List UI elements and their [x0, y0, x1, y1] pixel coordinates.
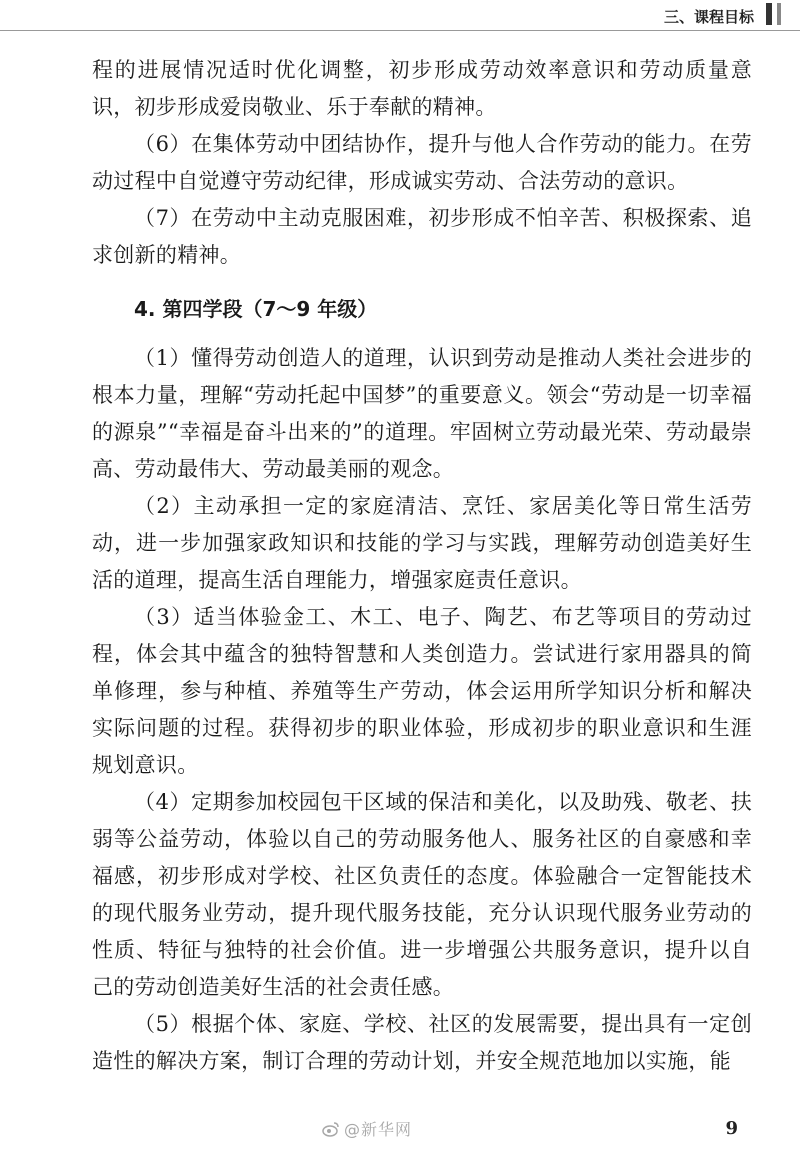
stage4-item-2-paragraph: （2）主动承担一定的家庭清洁、烹饪、家居美化等日常生活劳动，进一步加强家政知识和技能的学习与实践，理解劳动创造美好生活的道理，提高生活自理能力，增强家庭责任意识。	[92, 494, 752, 592]
watermark-text: @新华网	[344, 1120, 413, 1139]
stage4-item-3-paragraph: （3）适当体验金工、木工、电子、陶艺、布艺等项目的劳动过程，体会其中蕴含的独特智慧和人类创造力。尝试进行家用器具的简单修理，参与种植、养殖等生产劳动，体会运用所学知识分析和解决实际问题的过程。获得初步的职业体验，形成初步的职业意识和生涯规划意识。	[92, 605, 752, 777]
item-7-paragraph: （7）在劳动中主动克服困难，初步形成不怕辛苦、积极探索、追求创新的精神。	[92, 206, 752, 267]
continuation-paragraph: 程的进展情况适时优化调整，初步形成劳动效率意识和劳动质量意识，初步形成爱岗敬业、乐于奉献的精神。	[92, 58, 752, 119]
stage4-item-4-paragraph: （4）定期参加校园包干区域的保洁和美化，以及助残、敬老、扶弱等公益劳动，体验以自己的劳动服务他人、服务社区的自豪感和幸福感，初步形成对学校、社区负责任的态度。体验融合一定智能技术的现代服务业劳动，提升现代服务技能，充分认识现代服务业劳动的性质、特征与独特的社会价值。进一步增强公共服务意识，提升以自己的劳动创造美好生活的社会责任感。	[92, 790, 752, 999]
item-6-paragraph: （6）在集体劳动中团结协作，提升与他人合作劳动的能力。在劳动过程中自觉遵守劳动纪律，形成诚实劳动、合法劳动的意识。	[92, 132, 752, 193]
stage4-item-5-paragraph: （5）根据个体、家庭、学校、社区的发展需要，提出具有一定创造性的解决方案，制订合理的劳动计划，并安全规范地加以实施，能	[92, 1012, 752, 1073]
header-bar-marker-secondary	[777, 3, 781, 25]
watermark	[322, 1117, 412, 1141]
header-bar-marker	[766, 3, 772, 25]
section-heading: 4. 第四学段（7～9 年级）	[134, 297, 378, 321]
weibo-icon	[322, 1121, 340, 1141]
page-body	[92, 52, 752, 1080]
running-header	[0, 0, 800, 31]
page-number: 9	[725, 1118, 738, 1139]
stage4-item-1-paragraph: （1）懂得劳动创造人的道理，认识到劳动是推动人类社会进步的根本力量，理解“劳动托起中国梦”的重要意义。领会“劳动是一切幸福的源泉”“幸福是奋斗出来的”的道理。牢固树立劳动最光荣、劳动最崇高、劳动最伟大、劳动最美丽的观念。	[92, 346, 752, 481]
section-title: 三、课程目标	[663, 8, 754, 26]
